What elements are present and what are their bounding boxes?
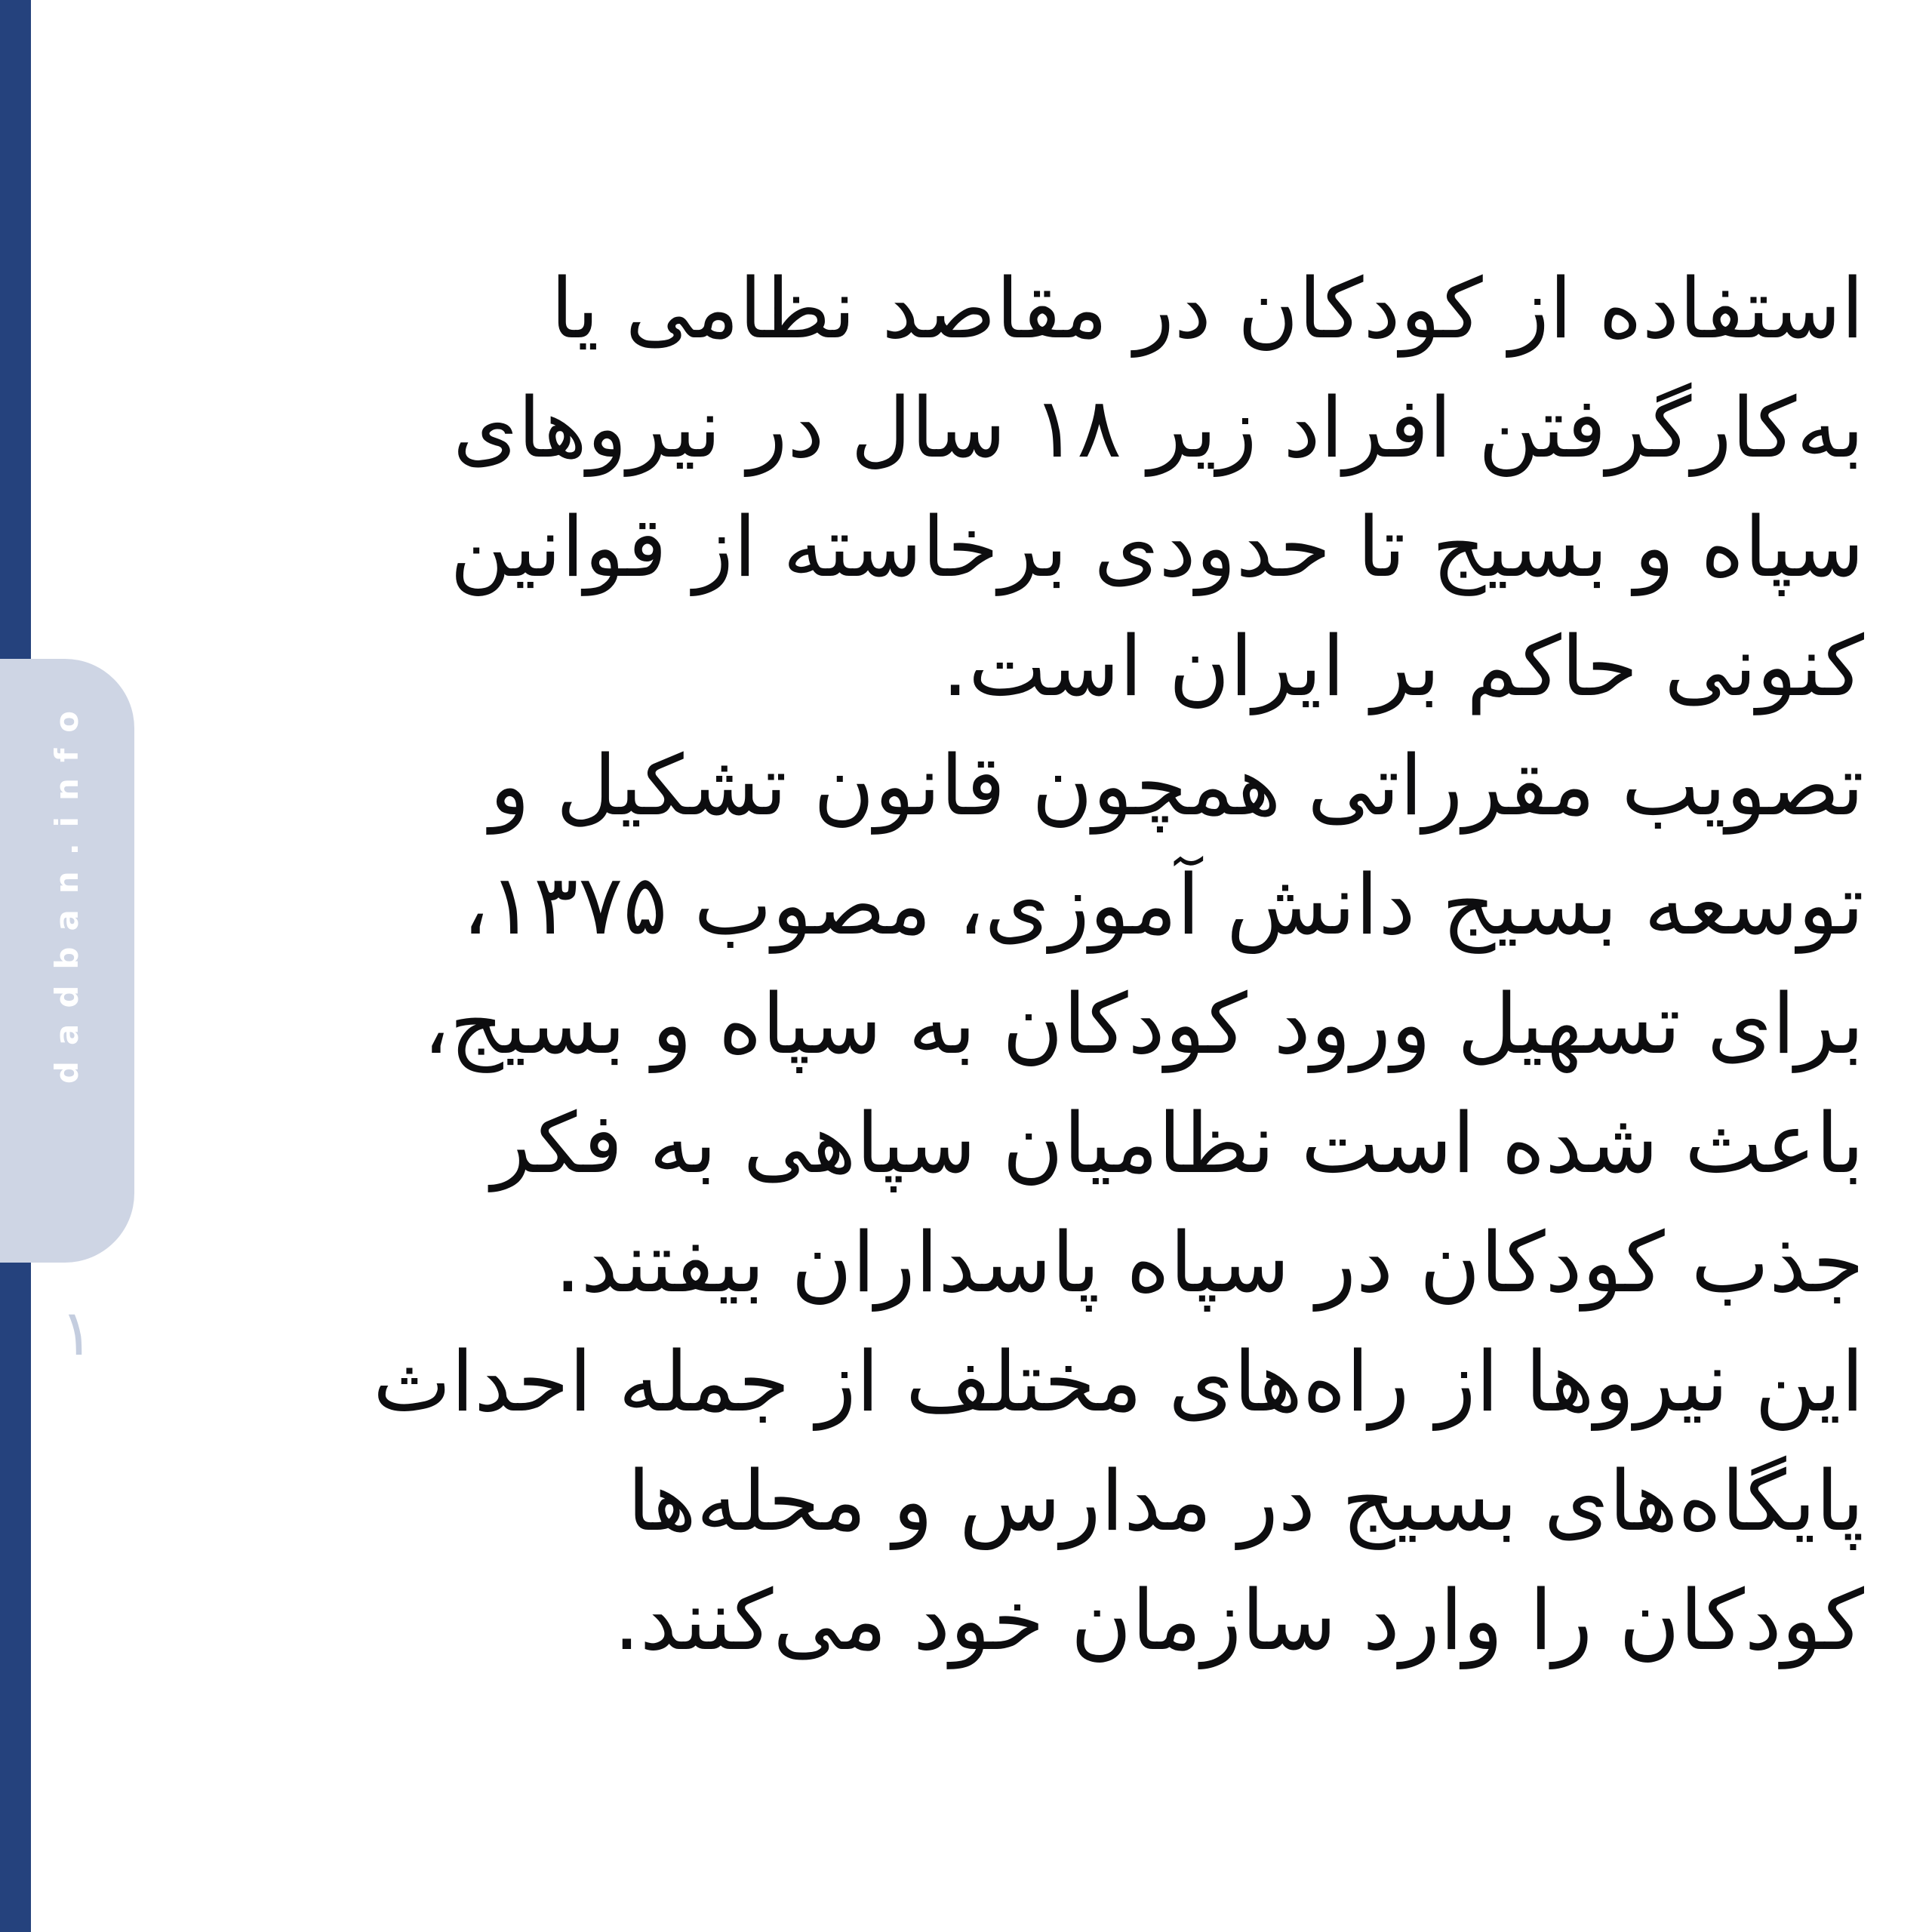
watermark-tab — [0, 659, 134, 1263]
text-line: سپاه و بسیج تا حدودی برخاسته از قوانین — [450, 499, 1864, 595]
text-line: کودکان را وارد سازمان خود می‌کنند. — [613, 1572, 1864, 1669]
text-line: کنونی حاکم بر ایران است. — [942, 618, 1864, 715]
text-line: توسعه بسیج دانش آموزی، مصوب ۱۳۷۵، — [462, 857, 1864, 953]
text-line: به‌کارگرفتن افراد زیر ۱۸ سال در نیروهای — [453, 380, 1864, 476]
watermark-text-wrap — [0, 659, 134, 1263]
text-line: پایگاه‌های بسیج در مدارس و محله‌ها — [627, 1453, 1864, 1549]
text-line: استفاده از کودکان در مقاصد نظامی یا — [550, 260, 1864, 357]
text-line: جذب کودکان در سپاه پاسداران بیفتند. — [554, 1214, 1864, 1311]
text-line: این نیروها از راه‌های مختلف از جمله احداث — [373, 1334, 1864, 1430]
text-line: باعث شده است نظامیان سپاهی به فکر — [491, 1095, 1864, 1192]
text-line: برای تسهیل ورود کودکان به سپاه و بسیج، — [423, 976, 1864, 1072]
watermark-url: dadban.info — [48, 694, 86, 1084]
body-text — [373, 249, 1864, 1680]
page-number: ۱ — [60, 1296, 94, 1370]
text-line: تصویب مقرراتی همچون قانون تشکیل و — [489, 737, 1864, 834]
